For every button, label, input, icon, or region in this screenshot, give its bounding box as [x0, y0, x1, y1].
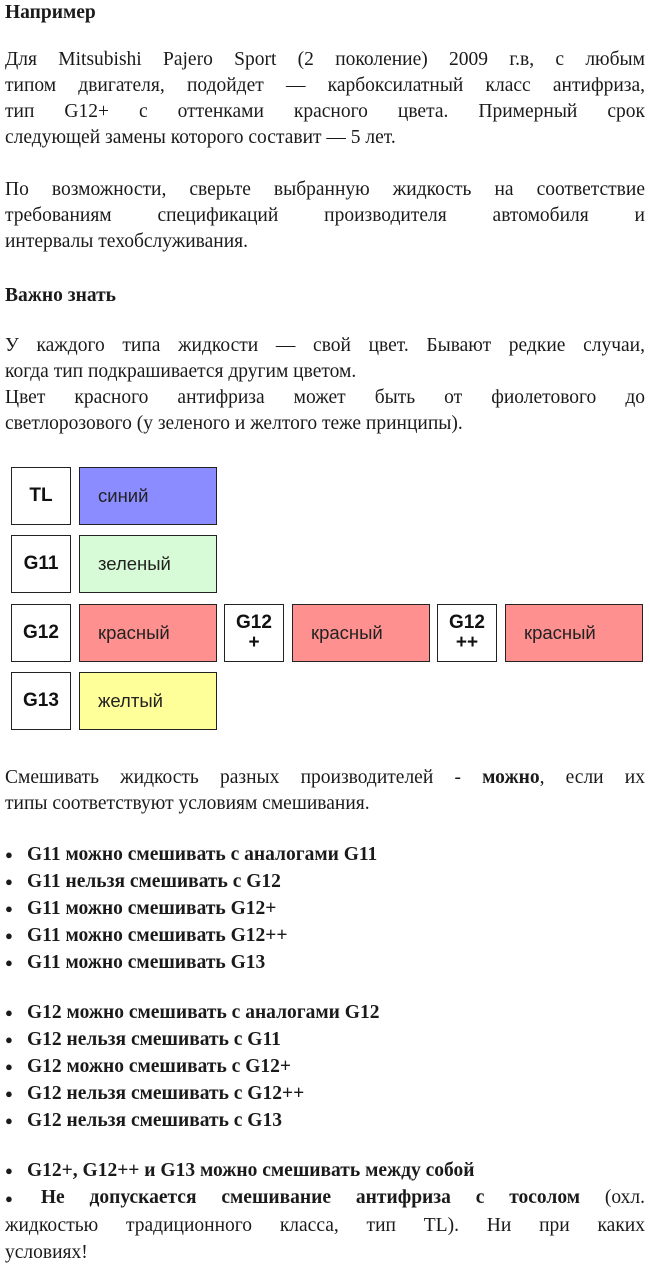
- text-line: Цвет красного антифриза может быть от фиолетового до: [5, 387, 645, 408]
- list-item: ● G12 нельзя смешивать с G13: [5, 1107, 645, 1134]
- heading-important: Важно знать: [5, 285, 116, 306]
- text-fragment: (охл.: [604, 1187, 645, 1208]
- color-cell-red: красный: [505, 604, 643, 662]
- g11-mixing-list: [5, 841, 645, 976]
- paragraph-verify: [5, 177, 645, 255]
- type-code-g12: G12: [11, 604, 71, 662]
- text-fragment: Смешивать жидкость разных производителей -: [5, 767, 483, 788]
- color-cell-red: красный: [79, 604, 217, 662]
- g12-mixing-list: [5, 999, 645, 1134]
- final-mixing-list: [5, 1157, 645, 1184]
- list-item: ● G11 можно смешивать с аналогами G11: [5, 841, 645, 868]
- list-item: ● G12 нельзя смешивать с G11: [5, 1026, 645, 1053]
- list-item: ● G12 можно смешивать с аналогами G12: [5, 999, 645, 1026]
- paragraph-example: [5, 47, 645, 151]
- text-line: [5, 765, 645, 791]
- text-line: У каждого типа жидкости — свой цвет. Бывают редкие случаи,: [5, 335, 645, 356]
- type-code-g11: G11: [11, 535, 71, 593]
- type-code-g12-plus: G12 +: [224, 604, 284, 662]
- text-line: интервалы техобслуживания.: [5, 231, 248, 252]
- text-fragment: , если их: [539, 767, 645, 788]
- text-line: [5, 1184, 645, 1212]
- warning-text: Не допускается смешивание антифриза с тосолом: [40, 1187, 581, 1208]
- list-item: ● G11 можно смешивать G13: [5, 949, 645, 976]
- paragraph-colors: [5, 333, 645, 437]
- text-line: По возможности, сверьте выбранную жидкость на соответствие: [5, 179, 645, 200]
- list-item: ● G11 можно смешивать G12++: [5, 922, 645, 949]
- type-code-tl: TL: [11, 467, 71, 525]
- text-line: тип G12+ с оттенками красного цвета. Примерный срок: [5, 101, 645, 122]
- text-line: жидкостью традиционного класса, тип TL). Ни при каких: [5, 1215, 645, 1236]
- type-code-g13: G13: [11, 672, 71, 730]
- text-line: типы соответствуют условиям смешивания.: [5, 793, 370, 814]
- paragraph-mixing: [5, 765, 645, 817]
- text-line: когда тип подкрашивается другим цветом.: [5, 361, 357, 382]
- text-line: условиях!: [5, 1242, 88, 1263]
- list-item: ● G11 нельзя смешивать с G12: [5, 868, 645, 895]
- color-cell-red: красный: [292, 604, 430, 662]
- text-line: требованиям спецификаций производителя автомобиля и: [5, 205, 645, 226]
- list-item: ● G11 можно смешивать G12+: [5, 895, 645, 922]
- color-cell-green: зеленый: [79, 535, 217, 593]
- list-item: ● G12 нельзя смешивать с G12++: [5, 1080, 645, 1107]
- list-item: ● G12 можно смешивать с G12+: [5, 1053, 645, 1080]
- color-cell-yellow: желтый: [79, 672, 217, 730]
- text-line: следующей замены которого составит — 5 лет.: [5, 127, 396, 148]
- text-line: светлорозового (у зеленого и желтого теже принципы).: [5, 413, 463, 434]
- paragraph-warning: [5, 1184, 645, 1266]
- text-line: типом двигателя, подойдет — карбоксилатный класс антифриза,: [5, 75, 645, 96]
- bullet-icon: ●: [5, 1191, 33, 1206]
- emphasis-text: можно: [482, 767, 540, 788]
- type-code-g12-plus-plus: G12 ++: [437, 604, 497, 662]
- color-cell-blue: синий: [79, 467, 217, 525]
- heading-example: Например: [5, 2, 96, 23]
- list-item: ● G12+, G12++ и G13 можно смешивать между собой: [5, 1157, 645, 1184]
- text-line: Для Mitsubishi Pajero Sport (2 поколение) 2009 г.в, с любым: [5, 49, 645, 70]
